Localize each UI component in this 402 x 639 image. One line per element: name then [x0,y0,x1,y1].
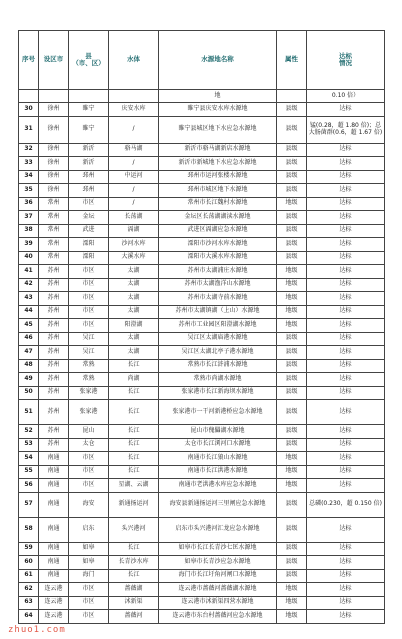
cell-city: 徐州 [39,143,69,157]
cell-status: 达标 [307,452,385,466]
cell-water-body: 沭新渠 [109,596,159,610]
cell-city: 南通 [39,556,69,570]
cell-seq: 63 [19,596,39,610]
cell-status: 锰(0.28，超 1.80 倍)；总大肠菌群(0.6，超 1.67 倍) [307,116,385,143]
cell-county: 市区 [69,265,109,279]
table-row [19,278,385,292]
cell-seq: 48 [19,359,39,373]
cell-attribute: 县级 [277,359,307,373]
cell-source-name: 昆山市傀儡湖水源地 [159,425,277,439]
cell-county: 海安 [69,492,109,517]
cell-attribute: 地级 [277,305,307,319]
cell-status: 达标 [307,143,385,157]
cell-status: 达标 [307,359,385,373]
cell-source-name: 苏州市太湖渔洋山水源地 [159,278,277,292]
cell-county: 武进 [69,224,109,238]
table-row [19,359,385,373]
cell-attribute: 地级 [277,583,307,597]
cell-source-name: 张家港市长江新海坝水源地 [159,386,277,400]
table-row [19,305,385,319]
table-row [19,332,385,346]
cell-seq: 40 [19,251,39,265]
cell-source-name: 苏州市太湖寺前水源地 [159,292,277,306]
cell-seq: 53 [19,438,39,452]
cell-attribute: 县级 [277,224,307,238]
cell-water-body: 太湖 [109,265,159,279]
cell-attribute: 县级 [277,238,307,252]
table-row [19,556,385,570]
table-row [19,346,385,360]
cell-water-body: 太湖 [109,332,159,346]
cell-attribute: 县级 [277,492,307,517]
cell-city: 苏州 [39,400,69,425]
cell-city: 苏州 [39,346,69,360]
cell-status: 达标 [307,583,385,597]
cell-status: 达标 [307,251,385,265]
cell-source-name: 常熟市长江浒浦水源地 [159,359,277,373]
cell-status: 达标 [307,157,385,171]
cell-status: 0.10 倍） [307,90,385,103]
cell-attribute: 地级 [277,479,307,493]
cell-county: 张家港 [69,386,109,400]
cell-city: 常州 [39,211,69,225]
cell-county: 市区 [69,610,109,624]
header-status: 达标 情况 [307,31,385,90]
cell-city: 苏州 [39,425,69,439]
cell-status: 达标 [307,542,385,556]
cell-city: 苏州 [39,319,69,333]
table-row [19,265,385,279]
cell-attribute: 县级 [277,143,307,157]
cell-status: 达标 [307,438,385,452]
cell-status: 达标 [307,386,385,400]
cell-attribute: 地级 [277,319,307,333]
cell-city: 常州 [39,251,69,265]
table-row [19,251,385,265]
cell-source-name: 苏州市太湖镇湖（上山）水源地 [159,305,277,319]
cell-source-name: 睢宁县庆安水库水源地 [159,103,277,117]
header-seq: 序号 [19,31,39,90]
cell-county: 市区 [69,278,109,292]
cell-water-body: 蔷薇湖 [109,583,159,597]
table-row [19,583,385,597]
cell-source-name: 地 [159,90,277,103]
cell-status: 总磷(0.230，超 0.150 倍) [307,492,385,517]
cell-source-name: 南通市老洪港水库应急水源地 [159,479,277,493]
cell-water-body: 阳澄湖 [109,319,159,333]
cell-water-body: 滆湖 [109,224,159,238]
cell-city: 南通 [39,492,69,517]
cell-attribute: 地级 [277,610,307,624]
cell-county: 市区 [69,479,109,493]
cell-county: 新沂 [69,143,109,157]
cell-attribute: 县级 [277,400,307,425]
cell-seq: 43 [19,292,39,306]
cell-water-body: 太湖 [109,305,159,319]
cell-water-body: 长荡湖 [109,211,159,225]
table-row [19,452,385,466]
cell-attribute: 地级 [277,278,307,292]
cell-seq: 33 [19,157,39,171]
cell-county: 如皋 [69,542,109,556]
cell-attribute: 县级 [277,517,307,542]
cell-attribute: 地级 [277,197,307,211]
table-row [19,157,385,171]
cell-source-name: 新沂市新城地下水应急水源地 [159,157,277,171]
cell-attribute: 县级 [277,157,307,171]
cell-city: 南通 [39,452,69,466]
cell-attribute: 县级 [277,373,307,387]
header-city: 设区市 [39,31,69,90]
cell-seq: 42 [19,278,39,292]
cell-status: 达标 [307,425,385,439]
cell-county: 市区 [69,305,109,319]
cell-water-body: / [109,157,159,171]
cell-water-body: 沙河水库 [109,238,159,252]
table-row [19,542,385,556]
cell-source-name: 苏州市太湖浦庄水源地 [159,265,277,279]
cell-county: 张家港 [69,400,109,425]
watermark: zhuo1.com [8,625,66,635]
table-row [19,438,385,452]
cell-city [39,90,69,103]
cell-seq: 56 [19,479,39,493]
cell-status: 达标 [307,211,385,225]
cell-city: 苏州 [39,278,69,292]
cell-seq: 58 [19,517,39,542]
cell-water-body: 长江 [109,438,159,452]
cell-status: 达标 [307,184,385,198]
cell-seq: 54 [19,452,39,466]
cell-attribute: 县级 [277,542,307,556]
cell-status: 达标 [307,319,385,333]
cell-attribute: 县级 [277,103,307,117]
cell-city: 常州 [39,197,69,211]
cell-city: 苏州 [39,438,69,452]
cell-water-body: / [109,116,159,143]
water-source-table [18,30,385,624]
cell-status: 达标 [307,373,385,387]
cell-source-name: 南通市长江狼山水源地 [159,452,277,466]
cell-attribute: 县级 [277,386,307,400]
cell-source-name: 苏州市工业园区阳澄湖水源地 [159,319,277,333]
cell-water-body: 庆安水库 [109,103,159,117]
cell-source-name: 溧阳市沙河水库水源地 [159,238,277,252]
cell-status: 达标 [307,305,385,319]
cell-attribute: 地级 [277,465,307,479]
cell-city: 徐州 [39,157,69,171]
cell-county: 吴江 [69,346,109,360]
cell-city: 徐州 [39,170,69,184]
table-row [19,492,385,517]
cell-water-body: 长江 [109,359,159,373]
cell-county: 邳州 [69,170,109,184]
cell-source-name: 连云港市东台村蔷薇河应急水源地 [159,610,277,624]
cell-seq: 44 [19,305,39,319]
cell-city: 苏州 [39,292,69,306]
cell-attribute: 县级 [277,425,307,439]
cell-seq: 55 [19,465,39,479]
cell-city: 苏州 [39,332,69,346]
cell-seq: 50 [19,386,39,400]
cell-source-name: 如皋市长江长青沙七匡水源地 [159,542,277,556]
cell-seq: 30 [19,103,39,117]
table-row [19,103,385,117]
cell-attribute: 县级 [277,332,307,346]
cell-status: 达标 [307,517,385,542]
cell-status: 达标 [307,610,385,624]
cell-status: 达标 [307,556,385,570]
cell-status: 达标 [307,170,385,184]
cell-county [69,90,109,103]
cell-county: 睢宁 [69,116,109,143]
cell-seq: 46 [19,332,39,346]
cell-source-name: 海门市长江圩角河闸口水源地 [159,569,277,583]
cell-source-name: 连云港市蔷薇河蔷薇湖水源地 [159,583,277,597]
table-row [19,517,385,542]
cell-status: 达标 [307,278,385,292]
cell-status: 达标 [307,238,385,252]
table-row [19,373,385,387]
cell-seq: 61 [19,569,39,583]
cell-source-name: 连云港市沭新渠四营水源地 [159,596,277,610]
cell-seq: 52 [19,425,39,439]
cell-county: 市区 [69,292,109,306]
cell-city: 南通 [39,569,69,583]
cell-seq: 34 [19,170,39,184]
cell-source-name: 启东市头兴港河汇龙应急水源地 [159,517,277,542]
cell-attribute: 县级 [277,569,307,583]
cell-attribute: 县级 [277,170,307,184]
cell-water-body: 长江 [109,452,159,466]
cell-source-name: 邳州市城区地下水源地 [159,184,277,198]
header-source-name: 水源地名称 [159,31,277,90]
cell-seq: 41 [19,265,39,279]
cell-county: 昆山 [69,425,109,439]
cell-county: 金坛 [69,211,109,225]
cell-water-body: 长江 [109,386,159,400]
table-row [19,238,385,252]
cell-water-body: 长青沙水库 [109,556,159,570]
cell-water-body: 新通扬运河 [109,492,159,517]
cell-county: 市区 [69,452,109,466]
cell-water-body: 中运河 [109,170,159,184]
cell-county: 海门 [69,569,109,583]
cell-source-name: 武进区滆湖应急水源地 [159,224,277,238]
cell-water-body: 太湖 [109,346,159,360]
table-row [19,224,385,238]
cell-city: 苏州 [39,359,69,373]
cell-water-body: 骆马湖 [109,143,159,157]
table-row [19,465,385,479]
cell-city: 常州 [39,238,69,252]
header-county: 县 （市、区） [69,31,109,90]
cell-county: 市区 [69,197,109,211]
cell-attribute [277,90,307,103]
cell-source-name: 南通市长江洪港水源地 [159,465,277,479]
table-row [19,143,385,157]
cell-seq: 37 [19,211,39,225]
cell-county: 睢宁 [69,103,109,117]
cell-water-body: 长江 [109,400,159,425]
cell-status: 达标 [307,346,385,360]
cell-attribute: 地级 [277,452,307,466]
table-row [19,116,385,143]
cell-city: 徐州 [39,116,69,143]
cell-source-name: 吴江区太湖庙港水源地 [159,332,277,346]
cell-status: 达标 [307,400,385,425]
cell-county: 启东 [69,517,109,542]
cell-source-name: 金坛区长荡湖湖渎水源地 [159,211,277,225]
cell-source-name: 溧阳市大溪水库水源地 [159,251,277,265]
cell-seq: 62 [19,583,39,597]
cell-city: 连云港 [39,583,69,597]
cell-source-name: 如皋市长青沙应急水源地 [159,556,277,570]
table-row [19,610,385,624]
cell-county: 市区 [69,596,109,610]
cell-seq: 32 [19,143,39,157]
cell-status: 达标 [307,224,385,238]
header-attribute: 属性 [277,31,307,90]
header-water-body: 水体 [109,31,159,90]
cell-source-name: 邳州市运河张楼水源地 [159,170,277,184]
cell-attribute: 县级 [277,438,307,452]
cell-city: 苏州 [39,373,69,387]
cell-water-body [109,90,159,103]
cell-seq: 38 [19,224,39,238]
table-row [19,569,385,583]
cell-water-body: 长江 [109,465,159,479]
cell-water-body: 长江 [109,569,159,583]
cell-status: 达标 [307,479,385,493]
cell-attribute: 地级 [277,292,307,306]
cell-county: 如皋 [69,556,109,570]
table-row [19,319,385,333]
table-row [19,197,385,211]
cell-county: 常熟 [69,359,109,373]
cell-county: 常熟 [69,373,109,387]
cell-seq: 31 [19,116,39,143]
table-row-continuation [19,90,385,103]
cell-water-body: 蔷薇河 [109,610,159,624]
table-row [19,400,385,425]
cell-water-body: 长江 [109,425,159,439]
cell-status: 达标 [307,265,385,279]
cell-county: 溧阳 [69,251,109,265]
cell-city: 苏州 [39,386,69,400]
cell-county: 太仓 [69,438,109,452]
cell-status: 达标 [307,596,385,610]
cell-seq: 47 [19,346,39,360]
cell-seq: 45 [19,319,39,333]
table-row [19,170,385,184]
cell-attribute: 县级 [277,211,307,225]
cell-water-body: 尚湖 [109,373,159,387]
cell-status: 达标 [307,197,385,211]
cell-status: 达标 [307,103,385,117]
cell-city: 徐州 [39,184,69,198]
cell-water-body: / [109,197,159,211]
table-row [19,425,385,439]
cell-attribute: 县级 [277,184,307,198]
cell-water-body: 长江 [109,542,159,556]
cell-city: 南通 [39,465,69,479]
cell-water-body: 太湖 [109,278,159,292]
cell-seq: 59 [19,542,39,556]
cell-county: 溧阳 [69,238,109,252]
cell-seq [19,90,39,103]
cell-source-name: 新沂市骆马湖新店水源地 [159,143,277,157]
cell-seq: 64 [19,610,39,624]
cell-city: 苏州 [39,305,69,319]
cell-source-name: 睢宁县城区地下水应急水源地 [159,116,277,143]
table-row [19,479,385,493]
cell-source-name: 张家港市一干河新港桥应急水源地 [159,400,277,425]
cell-city: 南通 [39,542,69,556]
table-row [19,184,385,198]
cell-county: 邳州 [69,184,109,198]
cell-city: 南通 [39,479,69,493]
cell-water-body: / [109,184,159,198]
cell-attribute: 县级 [277,251,307,265]
cell-water-body: 大溪水库 [109,251,159,265]
cell-attribute: 县级 [277,556,307,570]
cell-seq: 49 [19,373,39,387]
cell-city: 常州 [39,224,69,238]
cell-seq: 39 [19,238,39,252]
cell-source-name: 太仓市长江浏河口水源地 [159,438,277,452]
table-header-row [19,31,385,90]
cell-water-body: 星湖、云湖 [109,479,159,493]
cell-attribute: 地级 [277,265,307,279]
cell-county: 市区 [69,583,109,597]
cell-city: 连云港 [39,610,69,624]
cell-attribute: 地级 [277,596,307,610]
cell-status: 达标 [307,332,385,346]
cell-water-body: 太湖 [109,292,159,306]
cell-city: 连云港 [39,596,69,610]
cell-source-name: 吴江区太湖北亭子港水源地 [159,346,277,360]
table-row [19,386,385,400]
cell-source-name: 常州市长江魏村水源地 [159,197,277,211]
cell-source-name: 常熟市尚湖水源地 [159,373,277,387]
cell-city: 徐州 [39,103,69,117]
table-row [19,211,385,225]
cell-attribute: 县级 [277,346,307,360]
cell-attribute: 县级 [277,116,307,143]
cell-county: 市区 [69,465,109,479]
cell-seq: 51 [19,400,39,425]
cell-status: 达标 [307,569,385,583]
cell-county: 新沂 [69,157,109,171]
cell-water-body: 头兴港河 [109,517,159,542]
cell-seq: 60 [19,556,39,570]
table-row [19,292,385,306]
cell-status: 达标 [307,465,385,479]
cell-county: 吴江 [69,332,109,346]
cell-status: 达标 [307,292,385,306]
cell-city: 南通 [39,517,69,542]
cell-source-name: 海安县新通扬运河三里闸应急水源地 [159,492,277,517]
cell-city: 苏州 [39,265,69,279]
cell-county: 市区 [69,319,109,333]
cell-seq: 35 [19,184,39,198]
cell-seq: 57 [19,492,39,517]
table-row [19,596,385,610]
cell-seq: 36 [19,197,39,211]
